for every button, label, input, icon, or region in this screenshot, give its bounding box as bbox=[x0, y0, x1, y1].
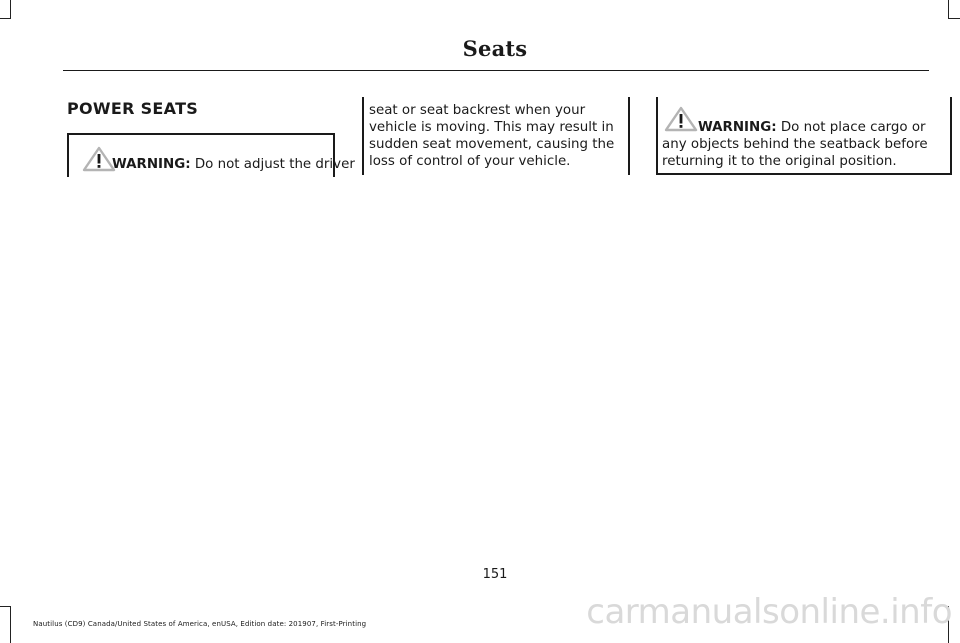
header-divider bbox=[63, 70, 929, 71]
warning-box-2 bbox=[656, 97, 952, 175]
footer-edition-info: Nautilus (CD9) Canada/United States of America, enUSA, Edition date: 201907, First-Printing bbox=[33, 620, 367, 628]
warning-2-text bbox=[662, 119, 948, 170]
warning-2-body-rest: any objects behind the seatback before returning it to the original position. bbox=[662, 137, 928, 169]
page-header-title: Seats bbox=[462, 36, 528, 61]
warning-2-label: WARNING: bbox=[698, 120, 777, 135]
warning-1-body: Do not adjust the driver bbox=[190, 157, 355, 172]
crop-mark-top-right-v bbox=[948, 0, 949, 18]
warning-1-text bbox=[112, 156, 355, 173]
page-number: 151 bbox=[482, 567, 508, 582]
warning-1-continuation bbox=[362, 97, 630, 175]
warning-2-body-first: Do not place cargo or bbox=[776, 120, 926, 135]
crop-mark-top-right-h bbox=[948, 18, 960, 19]
crop-mark-bottom-left-h bbox=[0, 606, 11, 607]
crop-mark-bottom-left-v bbox=[10, 606, 11, 643]
watermark: carmanualsonline.info bbox=[586, 592, 952, 632]
crop-mark-top-left-v bbox=[10, 0, 11, 18]
warning-1-continuation-text: seat or seat backrest when your vehicle is moving. This may result in sudden seat movement, causing the loss of control of your vehicle. bbox=[369, 103, 615, 169]
warning-triangle-icon bbox=[82, 146, 116, 172]
warning-1-label: WARNING: bbox=[112, 157, 191, 172]
warning-2-first-line bbox=[662, 119, 948, 136]
crop-mark-top-left-h bbox=[0, 18, 11, 19]
warning-box-1 bbox=[67, 133, 355, 177]
section-title: POWER SEATS bbox=[67, 99, 199, 118]
